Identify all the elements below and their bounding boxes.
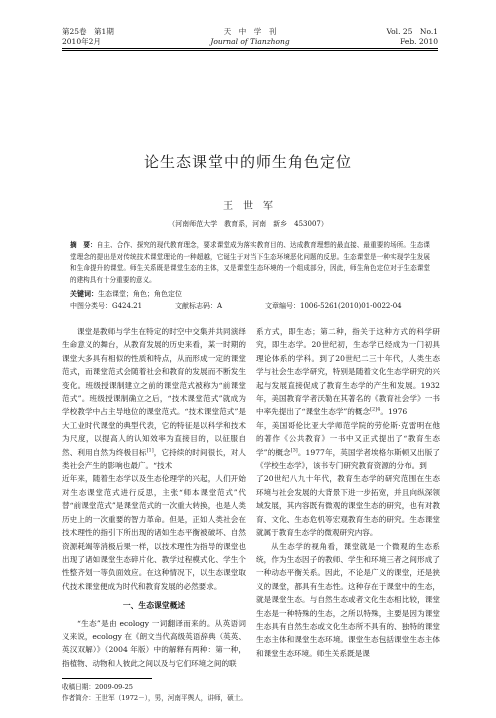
header-date-en: Feb. 2010 — [400, 37, 438, 46]
header-journal-cn: 天 中 学 刊 — [223, 27, 277, 36]
abstract-text: 自主、合作、探究的现代教育理念，要求课堂成为落实教育目的、达成教育理想的最直接、最重要的场所。生态课堂理念的提出是对传统技术课堂理论的一种超越，它诞生于对当下生态环境恶化问题的反思。生态课堂是一种实现学生发展和生命提升的课堂。师生关系既是课堂生态的主体，又是课堂生态环境的一个组成部分，因此，师生角色定位对于生态课堂的建构具有十分重要的意义。 — [70, 241, 431, 284]
section-heading: 一、生态课堂概述 — [122, 601, 186, 611]
article-author: 王 世 军 — [223, 201, 273, 212]
header-date-cn: 2010年2月 — [62, 37, 101, 46]
footnote-rule — [62, 678, 152, 679]
header-volume-cn: 第25卷 第1期 — [62, 27, 114, 36]
paragraph-text: 1977年，英国学者埃格尔斯顿又出版了《学校生态学》，该书专门研究教育资源的分布。到 — [256, 447, 440, 471]
body-paragraph: 了20世纪八九十年代，教育生态学的研究范围在生态环境与社会发展的大背景下进一步拓宽，并且向纵深领域发展，其内容既有微观的课堂生态的研究，也有对教育、文化、生态危机等宏观教育生态的研究。生态课堂就属于教育生态学的微观研究内容。 — [256, 474, 440, 538]
article-affiliation: （河南师范大学 教育系，河南 新乡 453007） — [168, 220, 328, 228]
header-rule-thin — [62, 50, 438, 51]
body-left-column — [62, 325, 246, 670]
header-rule — [62, 48, 438, 49]
year-text: 1976 — [387, 407, 408, 417]
clc-code: 中图分类号：G424.21 — [70, 302, 143, 310]
body-paragraph: 从生态学的视角看，课堂就是一个微观的生态系统，作为生态因子的教师、学生和环境三者之间形成了一种动态平衡关系。因此，不论是广义的课堂，还是狭义的课堂，都具有生态性。这种存在于课堂中的生态，就是课堂生态。与自然生态或者文化生态相比较，课堂生态是一种特殊的生态，之所以特殊，主要是因为课堂生态具有自然生态或文化生态所不具有的、独特的课堂生态主体和课堂生态环境。课堂生态包括课堂生态主体和课堂生态环境。师生关系既是课 — [256, 541, 440, 658]
article-number: 文章编号：1006-5261(2010)01-0022-04 — [265, 302, 402, 310]
keywords-label: 关键词： — [70, 289, 98, 298]
body-paragraph: 系方式，即生态；第二种，指关于这种方式的科学研究，即生态学。20世纪初，生态学已经成为一门初具理论体系的学科。到了20世纪二三十年代，人类生态学与社会生态学研究，特别是随着文化生态学研究的兴起与发展直接促成了教育生态学的产生和发展。1932年，美国教育学者沃勒在其著名的《教育社会学》一书中率先提出了“课堂生态学”的概念$^{[2]4}$。1976 — [256, 327, 440, 417]
doc-code: 文献标志码：A — [175, 302, 223, 310]
body-paragraph: “生态”是由 ecology 一词翻译而来的。从英语词义来说，ecology 在《朗文当代高级英语辞典（英英、英汉双解）》（2004 年版）中的解释有两种：第一种，指植物、动物和人彼此之间以及与它们环境之间的联 — [62, 618, 246, 668]
body-paragraph: 课堂是教师与学生在特定的时空中交集并共同演绎生命意义的舞台，从教育发展的历史来看，某一时期的课堂大多具有相似的性质和特点，从而形成一定的课堂范式，而课堂范式会随着社会和教育的发展而不断发生变化。班级授课制建立之前的课堂范式被称为“前课堂范式”。班级授课制确立之后，“技术课堂范式”就成为学校教学中占主导地位的课堂范式。“技术课堂范式”是大工业时代课堂的典型代表，它的特征是以科学和技术为尺度，以提高人的认知效率为直接目的，以征服自然、利用自然为终极目标[1]，它持续的时间很长，对人类社会产生的影响也最广。“技术 — [62, 327, 247, 471]
citation: [3] — [290, 447, 298, 454]
paragraph-text: 系方式，即生态；第二种，指关于这种方式的科学研究，即生态学。20世纪初，生态学已经成为一门初具理论体系的学科。到了20世纪二三十年代，人类生态学与社会生态学研究，特别是随着文化生态学研究的兴起与发展直接促成了教育生态学的产生和发展。1932年，美国教育学者沃勒在其著名的《教育社会学》一书中率先提出了“课堂生态学”的概念 — [256, 327, 440, 417]
body-paragraph: 近年来，随着生态学以及生态伦理学的兴起，人们开始对生态课堂范式进行反思，主张“师本课堂范式”代替“前课堂范式”是课堂范式的一次重大转换，也是人类历史上的一次重要的智力革命。但是，正如人类社会在技术理性的指引下所出现的诸如生态平衡被破坏、自然资源耗竭等消极后果一样，以技术理性为指导的课堂也出现了诸如课堂生态碎片化、教学过程模式化、学生个性整齐划一等负面效应。在这种情况下，以生态课堂取代技术课堂便成为时代和教育发展的必然要求。 — [62, 474, 246, 591]
received-date: 收稿日期：2009-09-25 — [62, 683, 133, 691]
body-right-column — [256, 325, 440, 660]
citation: [2]4 — [370, 406, 381, 413]
paragraph-text: 课堂是教师与学生在特定的时空中交集并共同演绎生命意义的舞台，从教育发展的历史来看，某一时期的课堂大多具有相似的性质和特点，从而形成一定的课堂范式，而课堂范式会随着社会和教育的发展而不断发生变化。班级授课制建立之前的课堂范式被称为“前课堂范式”。班级授课制确立之后，“技术课堂范式”就成为学校教学中占主导地位的课堂范式。“技术课堂范式”是大工业时代课堂的典型代表，它的特征是以科学和技术为尺度，以提高人的认知效率为直接目的，以征服自然、利用自然为终极目标 — [62, 327, 246, 457]
keywords-line — [70, 289, 182, 299]
keywords-text: 生态课堂；角色；角色定位 — [98, 290, 182, 298]
article-title: 论生态课堂中的师生角色定位 — [143, 153, 352, 171]
header-journal-en: Journal of Tianzhong — [210, 37, 290, 46]
citation: [1] — [146, 447, 154, 454]
paragraph-text: 年，美国哥伦比亚大学师范学院的劳伦斯·克雷明在他的著作《公共教育》一书中又正式提出了“教育生态学”的概念 — [256, 420, 440, 457]
author-info: 作者简介：王世军（1972－），男，河南平舆人，讲师，硕士。 — [62, 694, 247, 702]
abstract-block — [70, 240, 430, 286]
header-volume-en: Vol. 25 No.1 — [386, 27, 438, 36]
abstract-label: 摘 要： — [70, 241, 97, 249]
body-paragraph: 年，美国哥伦比亚大学师范学院的劳伦斯·克雷明在他的著作《公共教育》一书中又正式提出了“教育生态学”的概念[3]。1977年，英国学者埃格尔斯顿又出版了《学校生态学》，该书专门研究教育资源的分布。到 — [256, 420, 440, 471]
